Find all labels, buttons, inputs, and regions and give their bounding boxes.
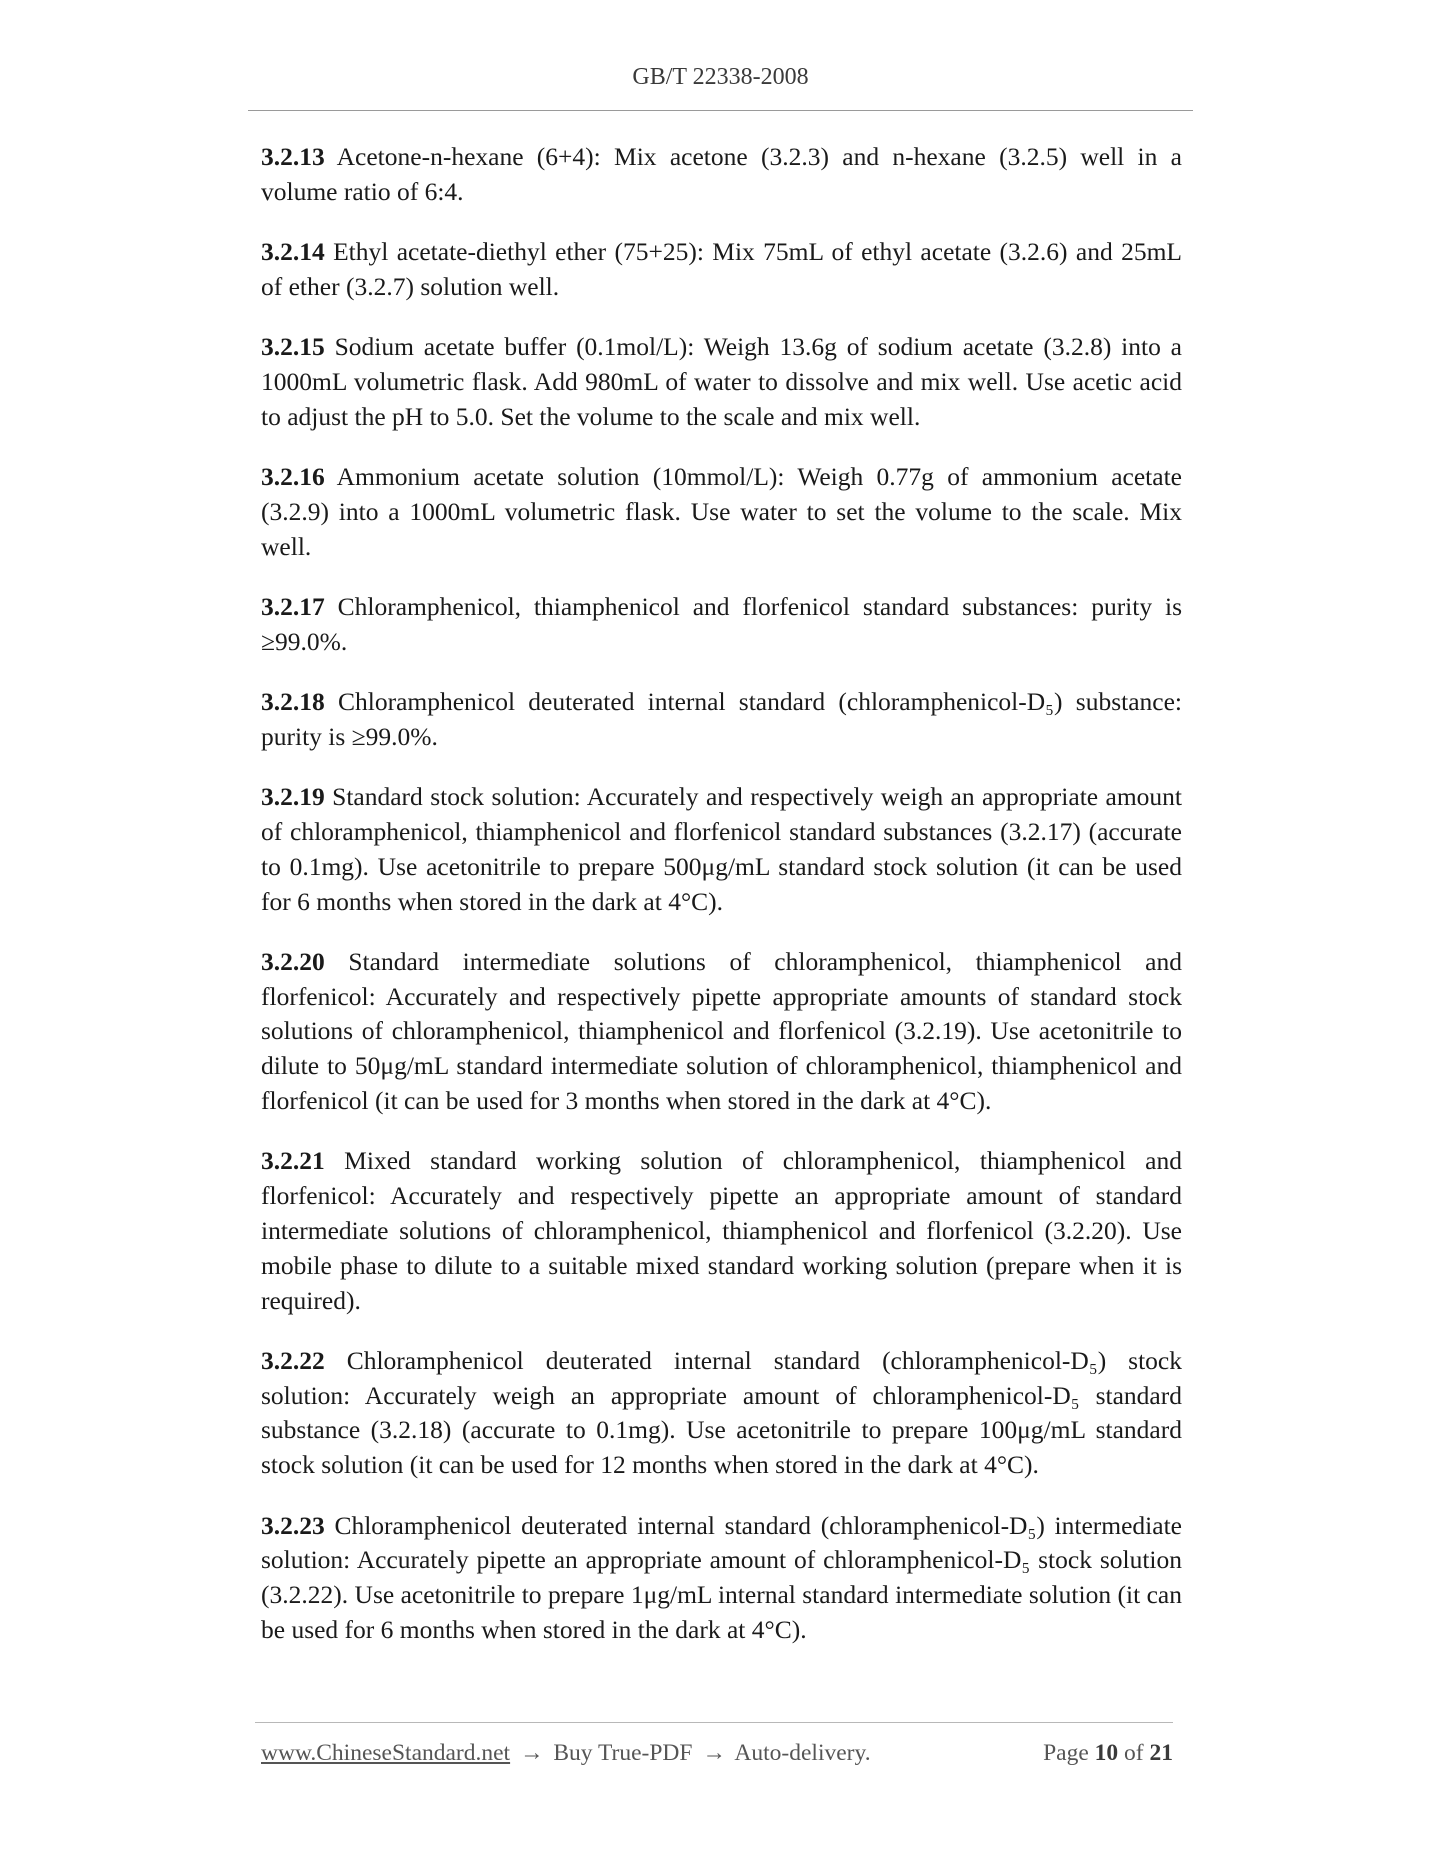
clause-number: 3.2.19 bbox=[261, 782, 325, 812]
page-number-indicator bbox=[1043, 1740, 1173, 1767]
clause-number: 3.2.23 bbox=[261, 1510, 325, 1540]
clause-number: 3.2.15 bbox=[261, 332, 325, 362]
clause-3-2-19 bbox=[261, 780, 1182, 919]
clause-text: Acetone-n-hexane (6+4): Mix acetone (3.2.3) and n-hexane (3.2.5) well in a volume ratio of 6:4. bbox=[261, 142, 1182, 206]
of-label: of bbox=[1124, 1740, 1144, 1766]
footer-promo bbox=[261, 1740, 871, 1767]
arrow-right-icon: → bbox=[702, 1740, 726, 1766]
clause-text: Chloramphenicol deuterated internal standard (chloramphenicol-D₅) stock solution: Accurately weigh an appropriate amount of chloramphenicol-D₅ standard substance (3.2.18) (accurate to 0.1mg). Use acetonitrile to prepare 100μg/mL standard stock solution (it can be used for 12 months when stored in the dark at 4°C). bbox=[261, 1345, 1182, 1480]
clause-3-2-17 bbox=[261, 590, 1182, 660]
clause-number: 3.2.22 bbox=[261, 1345, 325, 1375]
clause-number: 3.2.20 bbox=[261, 946, 325, 976]
buy-pdf-text: Buy True-PDF bbox=[553, 1740, 693, 1766]
document-body bbox=[261, 140, 1182, 1673]
arrow-right-icon: → bbox=[519, 1740, 544, 1766]
footer-divider bbox=[255, 1722, 1173, 1723]
clause-3-2-20 bbox=[261, 945, 1182, 1119]
clause-text: Ammonium acetate solution (10mmol/L): Weigh 0.77g of ammonium acetate (3.2.9) into a 1000mL volumetric flask. Use water to set the volume to the scale. Mix well. bbox=[261, 462, 1182, 561]
clause-number: 3.2.13 bbox=[261, 142, 325, 171]
clause-3-2-18 bbox=[261, 685, 1182, 755]
clause-text: Ethyl acetate-diethyl ether (75+25): Mix 75mL of ethyl acetate (3.2.6) and 25mL of ether (3.2.7) solution well. bbox=[261, 237, 1182, 301]
clause-text: Standard intermediate solutions of chloramphenicol, thiamphenicol and florfenicol: Accurately and respectively pipette appropriate amounts of standard stock solutions of chloramphenicol, thiamphenicol and florfenicol (3.2.19). Use acetonitrile to dilute to 50μg/mL standard intermediate solution of chloramphenicol, thiamphenicol and florfenicol (it can be used for 3 months when stored in the dark at 4°C). bbox=[261, 946, 1182, 1116]
clause-number: 3.2.18 bbox=[261, 687, 325, 717]
clause-3-2-13 bbox=[261, 140, 1182, 210]
header-divider bbox=[248, 110, 1193, 111]
clause-text: Chloramphenicol deuterated internal standard (chloramphenicol-D₅) substance: purity is ≥99.0%. bbox=[261, 687, 1182, 751]
clause-text: Chloramphenicol, thiamphenicol and florfenicol standard substances: purity is ≥99.0%. bbox=[261, 591, 1182, 656]
document-id-header: GB/T 22338-2008 bbox=[632, 64, 809, 90]
clause-text: Chloramphenicol deuterated internal standard (chloramphenicol-D₅) intermediate solution: Accurately pipette an appropriate amount of chloramphenicol-D₅ stock solution (3.2.22). Use acetonitrile to prepare 1μg/mL internal standard intermediate solution (it can be used for 6 months when stored in the dark at 4°C). bbox=[261, 1510, 1182, 1644]
page-label: Page bbox=[1043, 1740, 1089, 1766]
clause-text: Mixed standard working solution of chloramphenicol, thiamphenicol and florfenicol: Accurately and respectively pipette an appropriate amount of standard intermediate solutions of chloramphenicol, thiamphenicol and florfenicol (3.2.20). Use mobile phase to dilute to a suitable mixed standard working solution (prepare when it is required). bbox=[261, 1146, 1182, 1315]
clause-number: 3.2.14 bbox=[261, 237, 325, 267]
total-pages-number: 21 bbox=[1149, 1740, 1173, 1766]
clause-3-2-15 bbox=[261, 330, 1182, 434]
clause-number: 3.2.21 bbox=[261, 1146, 325, 1176]
clause-3-2-21 bbox=[261, 1144, 1182, 1318]
auto-delivery-text: Auto-delivery. bbox=[734, 1740, 871, 1766]
clause-3-2-16 bbox=[261, 460, 1182, 564]
clause-3-2-14 bbox=[261, 235, 1182, 305]
chinese-standard-link[interactable]: www.ChineseStandard.net bbox=[261, 1740, 511, 1766]
current-page-number: 10 bbox=[1094, 1740, 1119, 1766]
clause-number: 3.2.17 bbox=[261, 591, 325, 621]
clause-3-2-23 bbox=[261, 1509, 1182, 1648]
clause-3-2-22 bbox=[261, 1344, 1182, 1483]
clause-text: Sodium acetate buffer (0.1mol/L): Weigh 13.6g of sodium acetate (3.2.8) into a 1000mL volumetric flask. Add 980mL of water to dissolve and mix well. Use acetic acid to adjust the pH to 5.0. Set the volume to the scale and mix well. bbox=[261, 332, 1182, 431]
clause-text: Standard stock solution: Accurately and respectively weigh an appropriate amount of chloramphenicol, thiamphenicol and florfenicol standard substances (3.2.17) (accurate to 0.1mg). Use acetonitrile to prepare 500μg/mL standard stock solution (it can be used for 6 months when stored in the dark at 4°C). bbox=[261, 782, 1182, 916]
clause-number: 3.2.16 bbox=[261, 462, 325, 492]
